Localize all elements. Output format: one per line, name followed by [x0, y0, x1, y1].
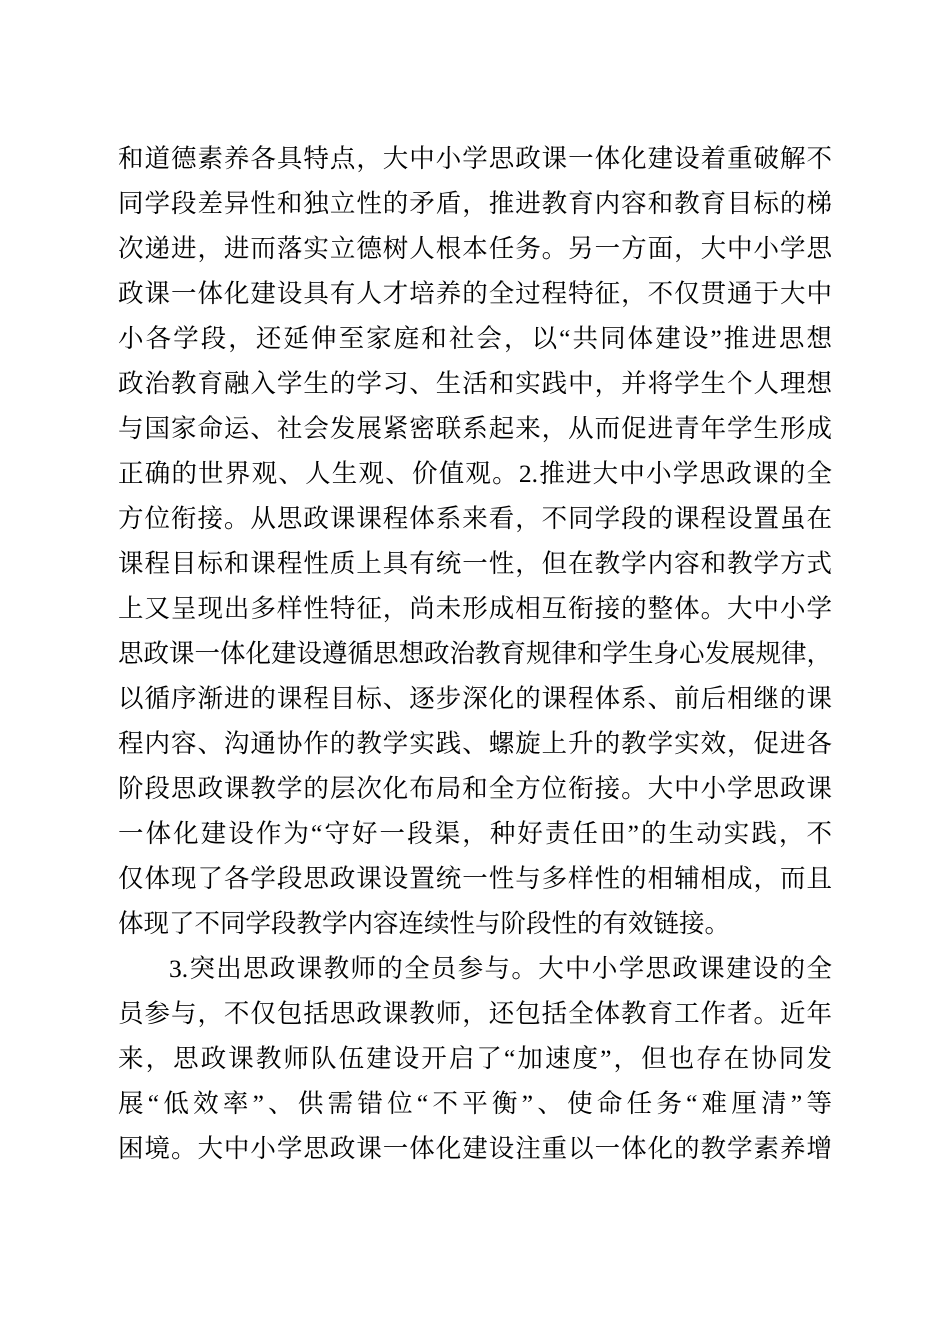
document-body: [118, 136, 832, 1171]
text-line: 上又呈现出多样性特征，尚未形成相互衔接的整体。大中小学: [118, 594, 832, 623]
text-line: 思政课一体化建设遵循思想政治教育规律和学生身心发展规律，: [118, 639, 832, 668]
text-line: 同学段差异性和独立性的矛盾，推进教育内容和教育目标的梯: [118, 189, 832, 218]
text-line: 小各学段，还延伸至家庭和社会，以“共同体建设”推进思想: [118, 324, 832, 353]
text-line: 阶段思政课教学的层次化布局和全方位衔接。大中小学思政课: [118, 774, 832, 803]
text-line: 体现了不同学段教学内容连续性与阶段性的有效链接。: [118, 909, 731, 938]
text-line: 员参与，不仅包括思政课教师，还包括全体教育工作者。近年: [118, 999, 832, 1028]
text-line: 与国家命运、社会发展紧密联系起来，从而促进青年学生形成: [118, 414, 832, 443]
text-line: 困境。大中小学思政课一体化建设注重以一体化的教学素养增: [118, 1134, 832, 1163]
text-line: 展“低效率”、供需错位“不平衡”、使命任务“难厘清”等: [118, 1089, 832, 1118]
text-line: 政课一体化建设具有人才培养的全过程特征，不仅贯通于大中: [118, 279, 832, 308]
text-line: 正确的世界观、人生观、价值观。2.推进大中小学思政课的全: [118, 459, 832, 488]
text-line: 仅体现了各学段思政课设置统一性与多样性的相辅相成，而且: [118, 864, 832, 893]
paragraph: [118, 946, 832, 1171]
text-line: 3.突出思政课教师的全员参与。大中小学思政课建设的全: [169, 954, 832, 983]
paragraph: [118, 136, 832, 946]
text-line: 以循序渐进的课程目标、逐步深化的课程体系、前后相继的课: [118, 684, 832, 713]
text-line: 和道德素养各具特点，大中小学思政课一体化建设着重破解不: [118, 144, 832, 173]
text-line: 次递进，进而落实立德树人根本任务。另一方面，大中小学思: [118, 234, 832, 263]
text-line: 政治教育融入学生的学习、生活和实践中，并将学生个人理想: [118, 369, 832, 398]
text-line: 来，思政课教师队伍建设开启了“加速度”，但也存在协同发: [118, 1044, 832, 1073]
text-line: 课程目标和课程性质上具有统一性，但在教学内容和教学方式: [118, 549, 832, 578]
text-line: 方位衔接。从思政课课程体系来看，不同学段的课程设置虽在: [118, 504, 832, 533]
text-line: 程内容、沟通协作的教学实践、螺旋上升的教学实效，促进各: [118, 729, 832, 758]
text-line: 一体化建设作为“守好一段渠，种好责任田”的生动实践，不: [118, 819, 832, 848]
